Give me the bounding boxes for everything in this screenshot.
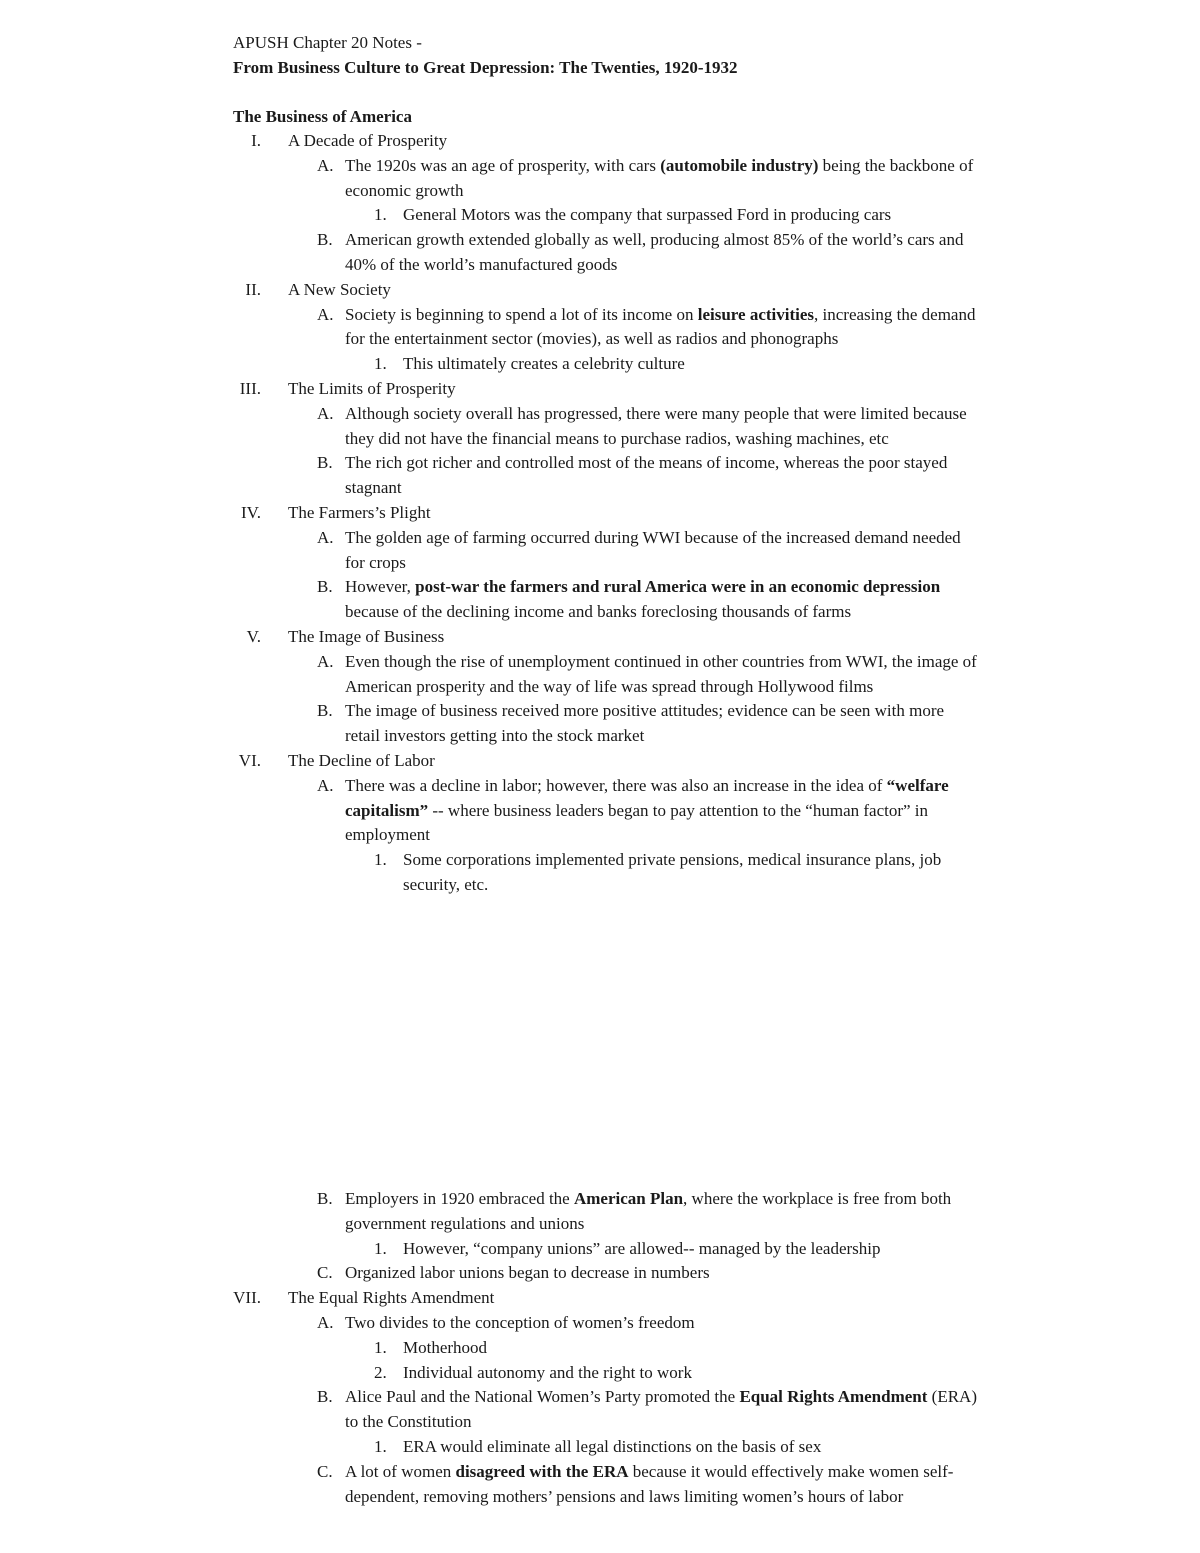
outline-item-letter [233, 228, 977, 278]
text-run: The rich got richer and controlled most of the means of income, whereas the poor stayed stagnant [345, 453, 948, 498]
outline-item-roman [233, 278, 993, 303]
outline-item-roman [233, 749, 993, 774]
outline-marker: IV. [241, 502, 261, 522]
outline-text [288, 379, 456, 398]
text-run: Individual autonomy and the right to work [403, 1362, 692, 1382]
text-run: being the backbone of economic growth [345, 155, 974, 200]
outline-item-num [233, 203, 978, 228]
outline-text [345, 528, 961, 572]
outline-item-num [233, 1435, 978, 1460]
text-run: Even though the rise of unemployment continued in other countries from WWI, the image of American prosperity and the way of life was spread through Hollywood films [345, 651, 977, 696]
outline-marker: A. [317, 155, 334, 175]
outline-marker: 2. [374, 1362, 387, 1382]
text-run: This ultimately creates a celebrity culture [403, 354, 685, 374]
outline-text [288, 503, 431, 522]
outline-text [288, 1288, 494, 1307]
outline-text [345, 701, 944, 745]
outline-item-num [233, 1237, 978, 1262]
outline-marker: 1. [374, 850, 387, 870]
text-run: Some corporations implemented private pensions, medical insurance plans, job security, etc. [403, 850, 942, 894]
outline-marker: 1. [374, 1436, 387, 1456]
outline-text [345, 577, 940, 621]
outline-item-letter [233, 303, 977, 353]
bold-text: (automobile industry) [660, 155, 819, 175]
outline-item-roman [233, 501, 993, 526]
outline-text [345, 1387, 977, 1431]
outline-marker: 1. [374, 1238, 387, 1258]
bold-text: American Plan [573, 1189, 684, 1208]
outline-marker: A. [317, 527, 334, 547]
text-run: because of the declining income and banks foreclosing thousands of farms [345, 602, 852, 622]
outline-marker: V. [246, 626, 261, 646]
outline-item-letter [233, 699, 977, 749]
outline-marker: B. [317, 1387, 333, 1407]
outline-marker: C. [317, 1263, 333, 1283]
outline-marker: A. [317, 304, 334, 324]
outline-marker: 1. [374, 205, 387, 225]
text-run: The Decline of Labor [288, 750, 435, 770]
outline-marker: 1. [374, 1337, 387, 1357]
outline-item-roman [233, 1286, 993, 1311]
bold-text: disagreed with the ERA [455, 1461, 629, 1481]
outline-text [288, 131, 447, 150]
outline-item-num [233, 1336, 978, 1361]
outline-marker: A. [317, 775, 334, 795]
text-run: Motherhood [403, 1337, 488, 1357]
outline-marker: A. [317, 1312, 334, 1332]
outline-marker: B. [317, 577, 333, 597]
outline-item-letter [233, 451, 977, 501]
outline-text [403, 1437, 821, 1456]
outline-text [288, 627, 444, 646]
text-run: , increasing the demand for the entertainment sector (movies), as well as radios and phonographs [345, 304, 976, 349]
outline-item-roman [233, 377, 993, 402]
outline-item-letter [233, 1460, 977, 1510]
text-run: The Image of Business [288, 626, 445, 646]
outline-item-letter [233, 1187, 977, 1237]
outline-item-letter [233, 1261, 977, 1286]
text-run: A lot of women [345, 1461, 456, 1481]
text-run: General Motors was the company that surpassed Ford in producing cars [403, 205, 892, 225]
bold-text: “welfare capitalism” [345, 775, 949, 820]
outline-item-letter [233, 650, 977, 700]
outline-item-letter [233, 774, 977, 848]
outline-item-roman [233, 129, 993, 154]
outline-text [403, 850, 941, 894]
text-run: , where the workplace is free from both government regulations and unions [345, 1189, 952, 1233]
outline-text [345, 305, 975, 349]
text-run: The Farmers’s Plight [288, 502, 431, 522]
bold-text: post-war the farmers and rural America were in an economic depression [415, 577, 941, 597]
outline-item-num [233, 1361, 978, 1386]
outline-text [345, 156, 973, 200]
outline-marker: B. [317, 230, 333, 250]
outline-text [403, 354, 685, 373]
text-run: ERA would eliminate all legal distinctions on the basis of sex [403, 1436, 822, 1456]
outline-text [345, 453, 947, 497]
outline-text [345, 230, 963, 274]
outline-marker: A. [317, 403, 334, 423]
outline-top [233, 129, 993, 898]
text-run: -- where business leaders began to pay attention to the “human factor” in employment [345, 800, 929, 845]
outline-marker: A. [317, 651, 334, 671]
outline-marker: VII. [233, 1288, 261, 1308]
outline-item-letter [233, 526, 977, 576]
text-run: The image of business received more positive attitudes; evidence can be seen with more retail investors getting into the stock market [345, 701, 945, 746]
text-run: There was a decline in labor; however, there was also an increase in the idea of [345, 775, 887, 795]
bold-text: leisure activities [697, 304, 815, 324]
text-run: The Limits of Prosperity [288, 378, 456, 398]
text-run: A Decade of Prosperity [288, 131, 448, 150]
outline-marker: B. [317, 701, 333, 721]
outline-item-letter [233, 1311, 977, 1336]
outline-text [345, 652, 977, 696]
outline-item-letter [233, 1385, 977, 1435]
outline-text [403, 1338, 487, 1357]
text-run: Society is beginning to spend a lot of its income on [345, 304, 698, 324]
text-run: The Equal Rights Amendment [288, 1288, 495, 1308]
outline-text [288, 751, 435, 770]
outline-item-roman [233, 625, 993, 650]
outline-text [345, 1462, 953, 1506]
text-run: However, “company unions” are allowed-- managed by the leadership [403, 1238, 881, 1258]
outline-bottom [233, 1187, 993, 1509]
outline-marker: II. [245, 279, 261, 299]
text-run: Although society overall has progressed, there were many people that were limited because they did not have the financial means to purchase radios, washing machines, etc [345, 403, 967, 448]
text-run: Two divides to the conception of women’s freedom [345, 1312, 695, 1332]
bold-text: Equal Rights Amendment [739, 1387, 928, 1407]
outline-marker: VI. [238, 750, 261, 770]
outline-text [403, 1363, 692, 1382]
outline-text [345, 1263, 710, 1282]
outline-text [288, 280, 391, 299]
document-title: APUSH Chapter 20 Notes - [233, 33, 422, 52]
outline-marker: 1. [374, 354, 387, 374]
text-run: because it would effectively make women self-dependent, removing mothers’ pensions and laws limiting women’s hours of labor [345, 1461, 954, 1506]
outline-marker: III. [239, 378, 261, 398]
document-subtitle: From Business Culture to Great Depression: The Twenties, 1920-1932 [233, 58, 738, 77]
outline-item-letter [233, 154, 977, 204]
text-run: The 1920s was an age of prosperity, with cars [345, 155, 661, 175]
outline-item-num [233, 352, 978, 377]
text-run: The golden age of farming occurred during WWI because of the increased demand needed for crops [345, 527, 961, 572]
outline-item-num [233, 848, 978, 898]
outline-marker: B. [317, 453, 333, 473]
outline-item-letter [233, 402, 977, 452]
text-run: American growth extended globally as well, producing almost 85% of the world’s cars and 40% of the world’s manufactured goods [345, 230, 964, 274]
outline-text [345, 404, 967, 448]
outline-marker: C. [317, 1461, 333, 1481]
text-run: (ERA) to the Constitution [345, 1387, 977, 1432]
outline-text [345, 1313, 695, 1332]
outline-text [403, 205, 891, 224]
outline-marker: B. [317, 1189, 333, 1208]
text-run: Organized labor unions began to decrease in numbers [345, 1263, 710, 1283]
outline-item-letter [233, 575, 977, 625]
outline-text [345, 776, 949, 845]
outline-text [403, 1239, 881, 1258]
text-run: A New Society [288, 279, 391, 299]
text-run: However, [345, 577, 416, 597]
text-run: Alice Paul and the National Women’s Party promoted the [345, 1387, 740, 1407]
outline-marker: I. [251, 131, 261, 150]
text-run: Employers in 1920 embraced the [345, 1189, 574, 1208]
outline-text [345, 1189, 951, 1233]
section-title: The Business of America [233, 107, 412, 126]
